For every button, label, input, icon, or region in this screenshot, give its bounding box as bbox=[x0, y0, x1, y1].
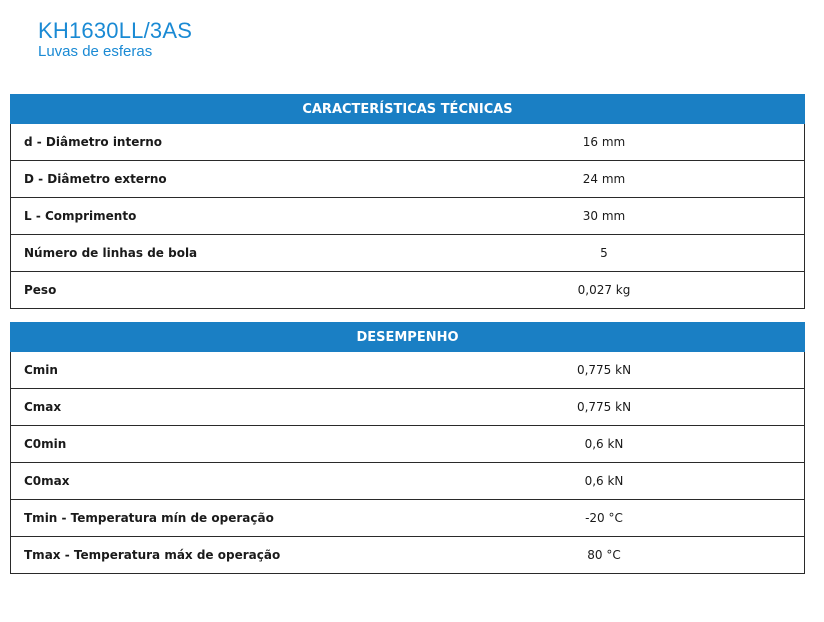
row-label: Cmax bbox=[11, 389, 405, 426]
row-label: D - Diâmetro externo bbox=[11, 161, 405, 198]
row-value: -20 °C bbox=[404, 500, 805, 537]
table-row bbox=[11, 537, 805, 574]
table-row bbox=[11, 389, 805, 426]
row-label: C0max bbox=[11, 463, 405, 500]
row-label: Cmin bbox=[11, 352, 405, 389]
table-row bbox=[11, 426, 805, 463]
product-title: KH1630LL/3AS bbox=[38, 18, 193, 43]
row-label: C0min bbox=[11, 426, 405, 463]
row-value: 30 mm bbox=[404, 198, 805, 235]
table-row bbox=[11, 272, 805, 309]
table-row bbox=[11, 463, 805, 500]
table-row bbox=[11, 235, 805, 272]
row-value: 24 mm bbox=[404, 161, 805, 198]
row-value: 16 mm bbox=[404, 124, 805, 161]
row-value: 5 bbox=[404, 235, 805, 272]
table-row bbox=[11, 161, 805, 198]
row-value: 0,6 kN bbox=[404, 463, 805, 500]
row-label: L - Comprimento bbox=[11, 198, 405, 235]
performance-table bbox=[10, 322, 805, 574]
performance-heading: DESEMPENHO bbox=[11, 323, 805, 352]
table-header-row bbox=[11, 323, 805, 352]
row-value: 0,6 kN bbox=[404, 426, 805, 463]
row-value: 0,027 kg bbox=[404, 272, 805, 309]
page-header bbox=[38, 18, 192, 60]
table-row bbox=[11, 500, 805, 537]
row-label: Tmin - Temperatura mín de operação bbox=[11, 500, 405, 537]
technical-heading: CARACTERÍSTICAS TÉCNICAS bbox=[11, 95, 805, 124]
table-row bbox=[11, 198, 805, 235]
row-value: 0,775 kN bbox=[404, 389, 805, 426]
row-label: Número de linhas de bola bbox=[11, 235, 405, 272]
row-label: Peso bbox=[11, 272, 405, 309]
technical-characteristics-table bbox=[10, 94, 805, 309]
row-label: Tmax - Temperatura máx de operação bbox=[11, 537, 405, 574]
row-value: 80 °C bbox=[404, 537, 805, 574]
row-label: d - Diâmetro interno bbox=[11, 124, 405, 161]
table-header-row bbox=[11, 95, 805, 124]
product-subtitle: Luvas de esferas bbox=[38, 43, 153, 60]
table-row bbox=[11, 352, 805, 389]
table-row bbox=[11, 124, 805, 161]
row-value: 0,775 kN bbox=[404, 352, 805, 389]
